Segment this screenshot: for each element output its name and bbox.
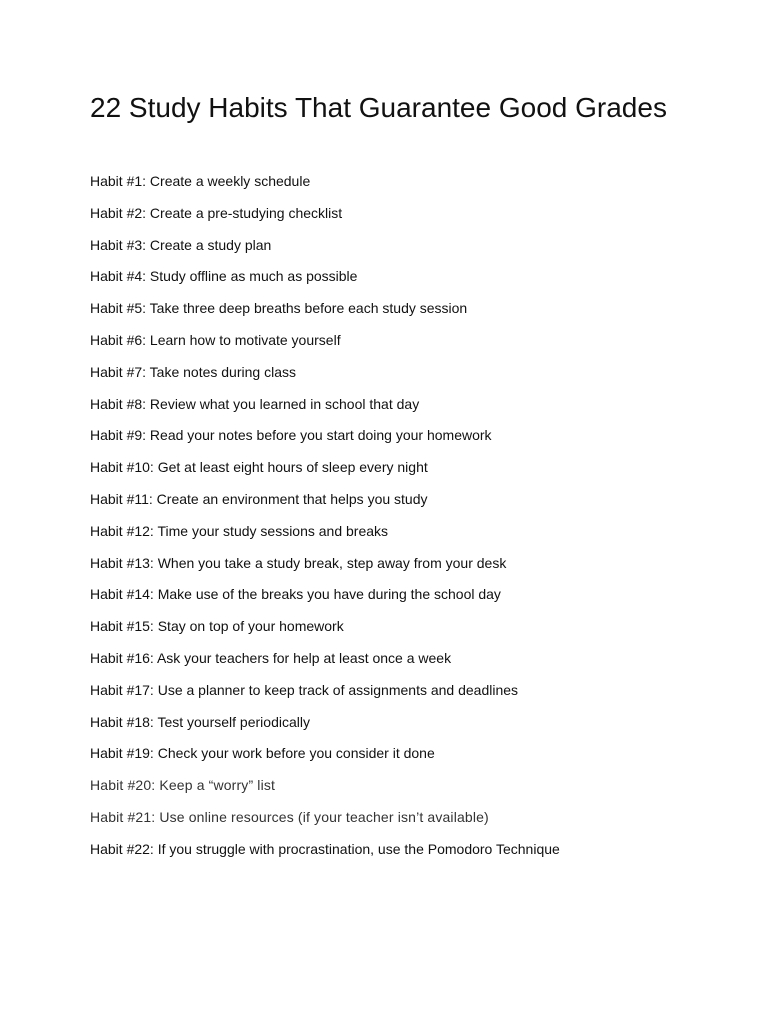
habit-item-9: Habit #9: Read your notes before you start doing your homework [90,427,492,444]
habit-item-18: Habit #18: Test yourself periodically [90,713,310,730]
habit-item-3: Habit #3: Create a study plan [90,236,272,253]
habit-item-8: Habit #8: Review what you learned in school that day [90,395,420,412]
habit-item-2: Habit #2: Create a pre-studying checklist [90,204,343,221]
habit-item-15: Habit #15: Stay on top of your homework [90,618,344,635]
habit-item-4: Habit #4: Study offline as much as possible [90,268,358,285]
habit-item-6: Habit #6: Learn how to motivate yourself [90,331,341,348]
habit-item-7: Habit #7: Take notes during class [90,363,296,380]
habit-item-10: Habit #10: Get at least eight hours of sleep every night [90,459,428,476]
habit-item-12: Habit #12: Time your study sessions and breaks [90,522,389,539]
habit-item-11: Habit #11: Create an environment that helps you study [90,490,428,507]
habit-list [90,169,560,869]
habit-item-21: Habit #21: Use online resources (if your teacher isn’t available) [90,808,489,825]
habit-item-14: Habit #14: Make use of the breaks you have during the school day [90,586,501,603]
habit-item-22: Habit #22: If you struggle with procrastination, use the Pomodoro Technique [90,840,560,857]
habit-item-20: Habit #20: Keep a “worry” list [90,777,276,794]
habit-item-16: Habit #16: Ask your teachers for help at least once a week [90,649,452,666]
habit-item-17: Habit #17: Use a planner to keep track of assignments and deadlines [90,681,519,698]
habit-item-13: Habit #13: When you take a study break, step away from your desk [90,554,507,571]
habit-item-5: Habit #5: Take three deep breaths before each study session [90,300,468,317]
habit-item-19: Habit #19: Check your work before you consider it done [90,745,435,762]
document-title: 22 Study Habits That Guarantee Good Grades [90,92,667,123]
habit-item-1: Habit #1: Create a weekly schedule [90,173,311,189]
